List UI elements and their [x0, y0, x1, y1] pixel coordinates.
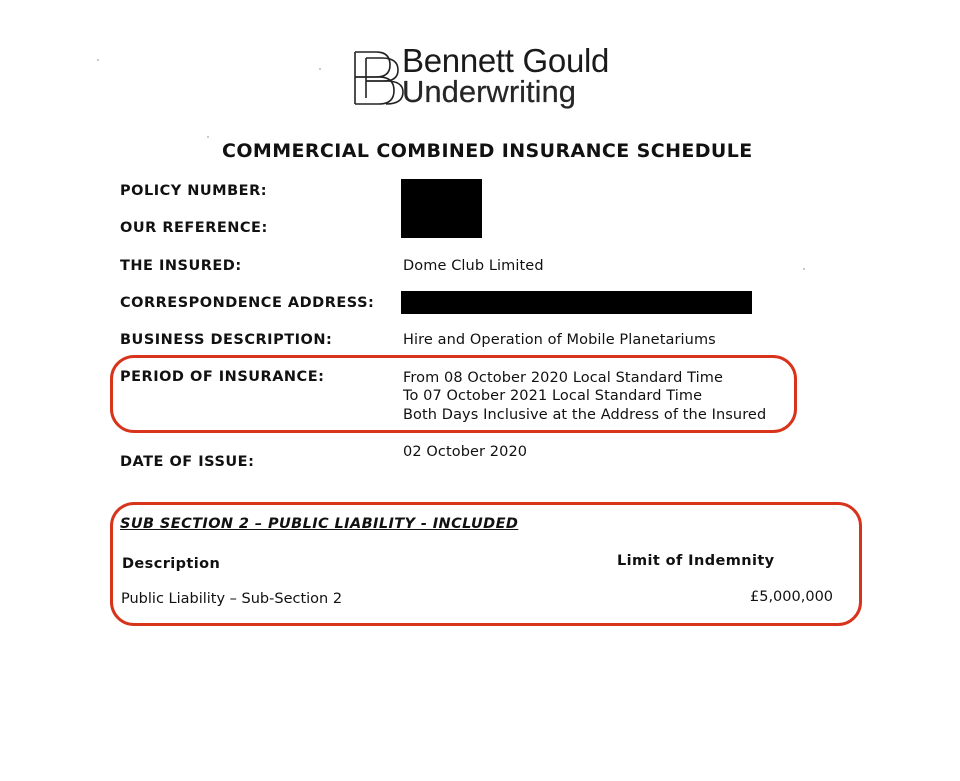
public-liability-description: Public Liability – Sub-Section 2	[121, 591, 343, 607]
period-line-inclusive: Both Days Inclusive at the Address of the Insured	[403, 407, 767, 423]
insured-value: Dome Club Limited	[403, 258, 544, 274]
logo-company-name: Bennett Gould	[402, 42, 610, 79]
subsection-heading: SUB SECTION 2 – PUBLIC LIABILITY - INCLUDED	[120, 516, 519, 532]
scan-speck	[97, 59, 99, 61]
bg-monogram-icon	[352, 48, 406, 108]
page-title: COMMERCIAL COMBINED INSURANCE SCHEDULE	[222, 140, 753, 162]
scan-speck	[207, 136, 209, 138]
redaction-box-address	[401, 291, 752, 314]
annotation-circle-subsection	[110, 502, 862, 626]
description-column-header: Description	[122, 556, 221, 572]
period-line-from: From 08 October 2020 Local Standard Time	[403, 370, 723, 386]
scan-speck	[803, 268, 805, 270]
public-liability-limit: £5,000,000	[750, 589, 834, 605]
redaction-box-policy-reference	[401, 179, 482, 238]
logo-company-subtitle: Underwriting	[402, 74, 577, 109]
business-description-value: Hire and Operation of Mobile Planetariums	[403, 332, 716, 348]
annotation-circle-period	[110, 355, 797, 433]
date-of-issue-value: 02 October 2020	[403, 444, 528, 460]
correspondence-address-label: CORRESPONDENCE ADDRESS:	[120, 295, 375, 311]
our-reference-label: OUR REFERENCE:	[120, 220, 268, 236]
business-description-label: BUSINESS DESCRIPTION:	[120, 332, 333, 348]
insured-label: THE INSURED:	[120, 258, 242, 274]
period-of-insurance-label: PERIOD OF INSURANCE:	[120, 369, 325, 385]
limit-of-indemnity-column-header: Limit of Indemnity	[617, 553, 775, 569]
policy-number-label: POLICY NUMBER:	[120, 183, 268, 199]
company-logo	[352, 44, 652, 110]
period-line-to: To 07 October 2021 Local Standard Time	[403, 388, 703, 404]
scan-speck	[319, 68, 321, 70]
date-of-issue-label: DATE OF ISSUE:	[120, 454, 255, 470]
